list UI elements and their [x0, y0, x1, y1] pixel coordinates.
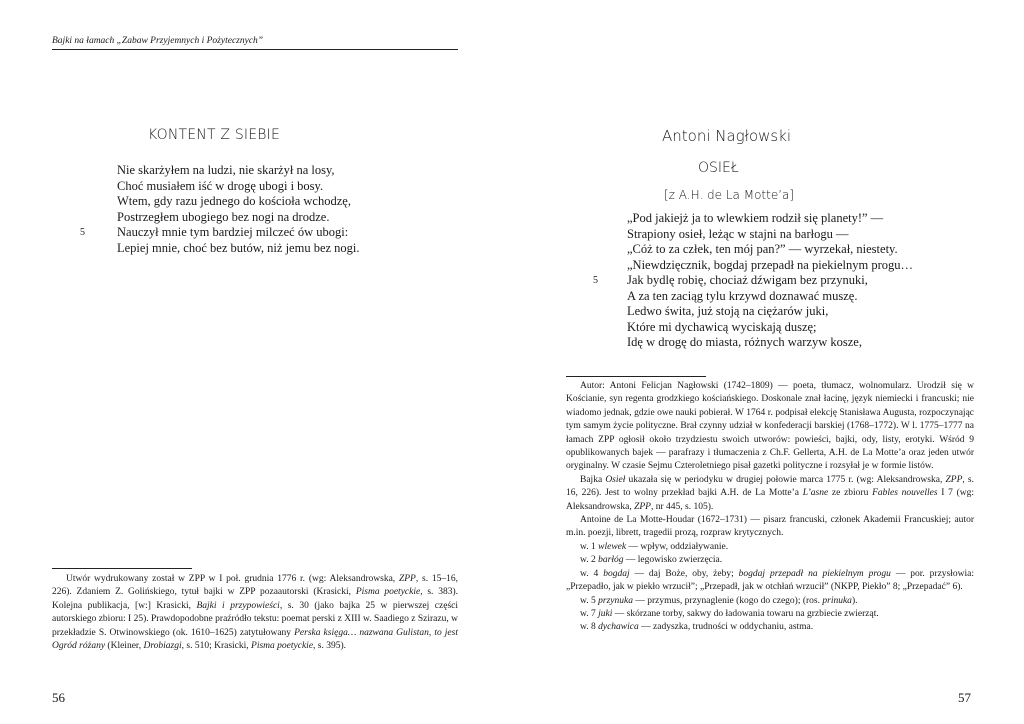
footnote-paragraph: [52, 573, 458, 653]
gloss-entry: [566, 595, 974, 608]
gloss-ref: w. 8: [580, 622, 599, 633]
line-number: 5: [593, 275, 598, 286]
verse-text: Ledwo świta, już stoją na ciężarów juki,: [627, 304, 829, 318]
footnote-motte: Antoine de La Motte-Houdar (1672–1731) — pisarz francuski, członek Akademii Francuskiej; autor m.in. poezji, librett, tragedii prozą, rozpraw krytycznych.: [566, 515, 974, 539]
fn-italic: ZPP: [398, 574, 416, 584]
fn-text: Bajka: [580, 474, 606, 485]
gloss-ref: w. 7: [580, 608, 599, 619]
verse-line: [117, 163, 360, 179]
gloss-def: — daj Boże, oby, żeby;: [629, 568, 739, 579]
gloss-term: przynuka: [598, 595, 633, 606]
fn-text: ze zbioru: [828, 488, 873, 499]
verse-text: Jak bydlę robię, chociaż dźwigam bez przynuki,: [627, 273, 868, 287]
gloss-term: bogdaj przepadł na piekielnym progu: [738, 568, 891, 579]
footnote-rule: [52, 568, 192, 569]
verse-text: Idę w drogę do miasta, różnych warzyw kosze,: [627, 335, 862, 349]
fn-italic: Perska księga… nazwana Gulistan, to jest Ogród różany: [52, 627, 458, 652]
footnote-left: [52, 573, 458, 653]
gloss-entry: [566, 541, 974, 554]
footnote-bio: Autor: Antoni Felicjan Nagłowski (1742–1809) — poeta, tłumacz, wolnomularz. Urodził się w Kościanie, syn regenta grodzkiego kościańskiego. Doskonale znał łacinę, język niemiecki i francuski; nie wiadomo jednak, gdzie owe nauki pobierał. W 1764 r. podpisał elekcję Stanisława Augusta, rozpoczynając tym samym życie polityczne. Brał czynny udział w konfederacji barskiej (1768–1772). W l. 1775–1777 na łamach ZPP ogłosił około trzydziestu swoich utworów: powieści, bajki, ody, listy, erotyki. Wśród 9 opublikowanych bajek — parafrazy i tłumaczenia z Ch.F. Gellerta, A.H. de La Motte’a oraz jeden utwór oryginalny. W czasie Sejmu Czteroletniego pisał gazetki polityczne i rozsyłał je w formie listów.: [566, 381, 974, 472]
footnote-right: [566, 380, 974, 635]
fn-text: (Kleiner,: [105, 641, 144, 652]
fn-text: , s. 383). Kolejna publikacja, [w:] Krasicki,: [52, 587, 458, 611]
gloss-entry: [566, 554, 974, 567]
running-head: Bajki na łamach „Zabaw Przyjemnych i Pożytecznych”: [52, 35, 458, 50]
fn-italic: Drobiazgi: [143, 641, 182, 652]
fn-text: , s. 30 (jako bajka 25 w pierwszej części autorskiego zbioru: I 25). Prawdopodobne praźródło tekstu: poemat perski z XIII w. Saadiego z Szirazu, w przekładzie S. Otwinowskiego (ok. 1610–1625) zatytułowany: [52, 600, 458, 638]
fn-italic: Fables nouvelles: [872, 488, 938, 499]
verse-line: [627, 242, 913, 258]
gloss-term: wlewek: [598, 541, 627, 552]
fn-italic: ZPP: [634, 501, 651, 512]
footnote-rule: [566, 376, 706, 377]
verse-line: [627, 258, 913, 274]
verse-text: Nie skarżyłem na ludzi, nie skarżył na losy,: [117, 163, 335, 177]
fn-italic: ZPP: [945, 474, 963, 485]
gloss-def: — wpływ, oddziaływanie.: [626, 541, 729, 552]
gloss-term: barłóg: [598, 555, 624, 566]
poem-right: [593, 211, 914, 351]
verse-line: [627, 211, 913, 227]
gloss-entry: [566, 568, 974, 595]
gloss-term: juki: [598, 608, 613, 619]
fn-text: , s. 395).: [313, 641, 347, 652]
gloss-def: ).: [851, 595, 858, 606]
fn-text: , nr 445, s. 105).: [650, 501, 714, 512]
gloss-ref: w. 1: [580, 541, 599, 552]
verse-line: [80, 225, 360, 241]
right-page: [512, 0, 1024, 724]
gloss-entry: [566, 621, 974, 634]
fn-text: ukazała się w periodyku w drugiej połowie marca 1775 r. (wg: Aleksandrowska,: [625, 474, 946, 485]
gloss-term: dychawica: [598, 622, 639, 633]
verse-line: [627, 304, 913, 320]
gloss-def: — legowisko zwierzęcia.: [623, 555, 723, 566]
verse-text: Postrzegłem ubogiego bez nogi na drodze.: [117, 209, 330, 224]
poem-subtitle: [z A.H. de La Motte’a]: [664, 188, 795, 202]
verse-text: Strapiony osieł, leżąc w stajni na barłogu —: [627, 226, 849, 241]
page-number-right: 57: [958, 690, 971, 705]
gloss-ref: w. 5: [580, 595, 599, 606]
verse-text: Nauczył mnie tym bardziej milczeć ów ubogi:: [117, 225, 349, 239]
verse-text: A za ten zaciąg tylu krzywd doznawać muszę.: [627, 288, 858, 303]
poem-title-right: OSIEŁ: [698, 160, 739, 176]
verse-line: [117, 194, 360, 210]
fn-text: , s. 510; Krasicki,: [181, 641, 252, 652]
gloss-def: — por. przysłowia: „Przepadło, jak w piekło wrzucił”; „Przepadł, jak w otchłań wrzucił” (NKPP, Piekło” 8; „Przepadać” 6).: [566, 568, 974, 593]
verse-text: „Cóż to za człek, ten mój pan?” — wyrzekał, niestety.: [627, 242, 898, 256]
verse-text: Które mi dychawicą wyciskają duszę;: [627, 319, 817, 334]
line-number: 5: [80, 227, 85, 238]
gloss-def: — skórzane torby, sakwy do ładowania towaru na grzbiecie zwierząt.: [612, 608, 879, 619]
gloss-def: — zadyszka, trudności w oddychaniu, astma.: [638, 622, 814, 633]
verse-text: „Niewdzięcznik, bogdaj przepadł na piekielnym progu…: [627, 257, 914, 272]
gloss-term: bogdaj: [603, 568, 630, 579]
verse-text: „Pod jakiejż ja to wlewkiem rodził się planety!” —: [627, 211, 884, 225]
verse-text: Choć musiałem iść w drogę ubogi i bosy.: [117, 178, 324, 193]
poem-left: [80, 163, 360, 256]
verse-line: [627, 335, 913, 351]
verse-line: [117, 179, 360, 195]
verse-line: [627, 227, 913, 243]
verse-line: [593, 273, 913, 289]
verse-line: [117, 210, 360, 226]
fn-italic: L’asne: [802, 488, 829, 499]
fn-italic: Pisma poetyckie: [251, 641, 314, 652]
gloss-entry: [566, 608, 974, 621]
verse-text: Wtem, gdy razu jednego do kościoła wchodzę,: [117, 194, 351, 208]
gloss-ref: w. 2: [580, 555, 599, 566]
verse-line: [627, 320, 913, 336]
fn-italic: Osieł: [605, 474, 626, 485]
gloss-ref: w. 4: [580, 568, 604, 579]
gloss-def: — przymus, przynaglenie (kogo do czego); (ros.: [632, 595, 823, 606]
fn-text: I 7 (wg: Aleksandrowska,: [566, 488, 975, 512]
author-name: Antoni Nagłowski: [662, 127, 792, 145]
fn-italic: Bajki i przypowieści: [196, 600, 280, 611]
footnote-fable: [566, 474, 974, 514]
fn-text: Utwór wydrukowany został w ZPP w I poł. grudnia 1776 r. (wg: Aleksandrowska,: [66, 574, 399, 584]
verse-line: [117, 241, 360, 257]
page-number-left: 56: [52, 690, 65, 705]
fn-text: , s. 16, 226). Jest to wolny przekład bajki A.H. de La Motte’a: [566, 474, 974, 499]
fn-italic: Pisma poetyckie: [355, 587, 421, 598]
gloss-term: prinuka: [822, 595, 852, 606]
poem-title-left: KONTENT Z SIEBIE: [148, 127, 281, 143]
fn-text: , s. 15–16, 226). Zdaniem Z. Golińskiego, tytuł bajki w ZPP pozaautorski (Krasicki,: [52, 574, 458, 598]
verse-text: Lepiej mnie, choć bez butów, niż jemu bez nogi.: [117, 240, 360, 255]
verse-line: [627, 289, 913, 305]
